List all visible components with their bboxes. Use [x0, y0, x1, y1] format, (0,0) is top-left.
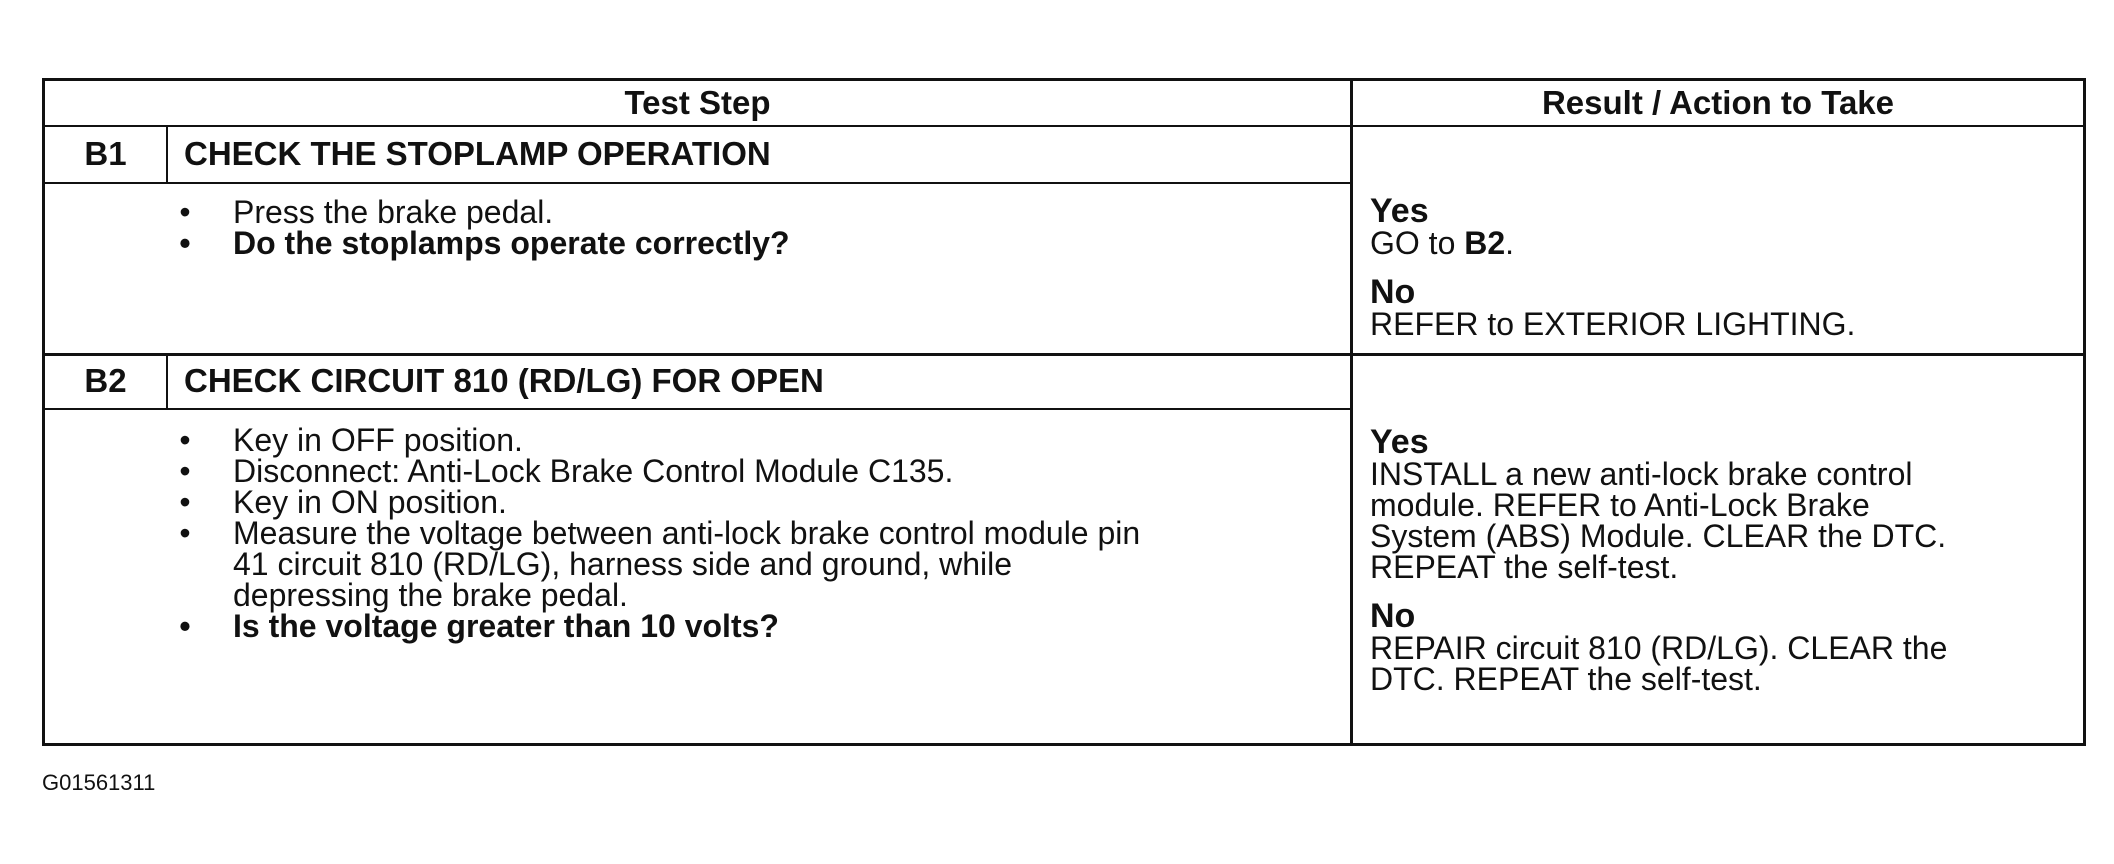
header-divider: [45, 125, 2083, 127]
bullet-text-question: Is the voltage greater than 10 volts?: [233, 608, 779, 644]
bullet-text: Press the brake pedal.: [233, 194, 554, 230]
yes-action-line: System (ABS) Module. CLEAR the DTC.: [1370, 518, 1947, 554]
b1-yes-action: [1370, 225, 1855, 261]
yes-label: Yes: [1370, 423, 1429, 461]
bullet-text-line: depressing the brake pedal.: [233, 577, 628, 613]
list-item: [175, 453, 1140, 489]
list-item: [175, 608, 1140, 644]
b2-result: [1370, 425, 1947, 695]
b2-id-divider: [166, 353, 168, 409]
bullet-text-line: Measure the voltage between anti-lock brake control module pin: [233, 515, 1141, 551]
no-label: No: [1370, 273, 1416, 311]
yes-action-text: GO to: [1370, 225, 1465, 261]
header-result-action: Result / Action to Take: [1541, 84, 1895, 121]
bullet-icon: •: [179, 453, 191, 489]
bullet-icon: •: [179, 194, 191, 230]
yes-action-line: INSTALL a new anti-lock brake control: [1370, 456, 1913, 492]
b2-title-underline: [45, 408, 1351, 410]
step-id-b2: B2: [84, 362, 127, 399]
header-test-step: Test Step: [624, 84, 771, 121]
column-divider: [1350, 81, 1353, 743]
bullet-icon: •: [179, 515, 191, 551]
no-action-line: DTC. REPEAT the self-test.: [1370, 661, 1762, 697]
list-item: [175, 515, 1141, 613]
bullet-icon: •: [179, 422, 191, 458]
b2-row-divider: [45, 353, 2083, 356]
yes-label: Yes: [1370, 192, 1429, 230]
b2-bullet-list: [175, 422, 1141, 644]
b1-bullet-list: [175, 194, 790, 261]
bullet-text-question: Do the stoplamps operate correctly?: [233, 225, 790, 261]
refer-keyword: REFER: [1370, 306, 1479, 342]
step-title-b2: CHECK CIRCUIT 810 (RD/LG) FOR OPEN: [184, 362, 824, 399]
bullet-text-line: 41 circuit 810 (RD/LG), harness side and ground, while: [233, 546, 1013, 582]
b1-no-action: [1370, 306, 1856, 342]
list-item: [175, 422, 1140, 458]
bullet-text: Key in OFF position.: [233, 422, 523, 458]
list-item: [175, 194, 790, 230]
b2-no-action: [1370, 630, 1948, 697]
b2-yes-action: [1370, 456, 1947, 585]
bullet-icon: •: [179, 484, 191, 520]
step-id-b1: B1: [84, 135, 127, 172]
yes-action-punct: .: [1505, 225, 1515, 261]
b1-title-underline: [45, 182, 1351, 184]
no-label: No: [1370, 597, 1416, 635]
list-item: [175, 225, 790, 261]
bullet-icon: •: [179, 608, 191, 644]
yes-action-line: REPEAT the self-test.: [1370, 549, 1679, 585]
diagnostic-table: [42, 78, 2086, 746]
b1-id-divider: [166, 125, 168, 183]
b1-result: [1370, 194, 1855, 340]
list-item: [175, 484, 1140, 520]
bullet-icon: •: [179, 225, 191, 261]
yes-action-line: module. REFER to Anti-Lock Brake: [1370, 487, 1870, 523]
no-action-line: REPAIR circuit 810 (RD/LG). CLEAR the: [1370, 630, 1948, 666]
bullet-text: Key in ON position.: [233, 484, 507, 520]
bullet-text: Disconnect: Anti-Lock Brake Control Module C135.: [233, 453, 954, 489]
goto-step-ref: B2: [1464, 225, 1506, 261]
step-title-b1: CHECK THE STOPLAMP OPERATION: [184, 135, 771, 172]
figure-code: G01561311: [42, 770, 156, 795]
no-action-text: to EXTERIOR LIGHTING.: [1478, 306, 1856, 342]
